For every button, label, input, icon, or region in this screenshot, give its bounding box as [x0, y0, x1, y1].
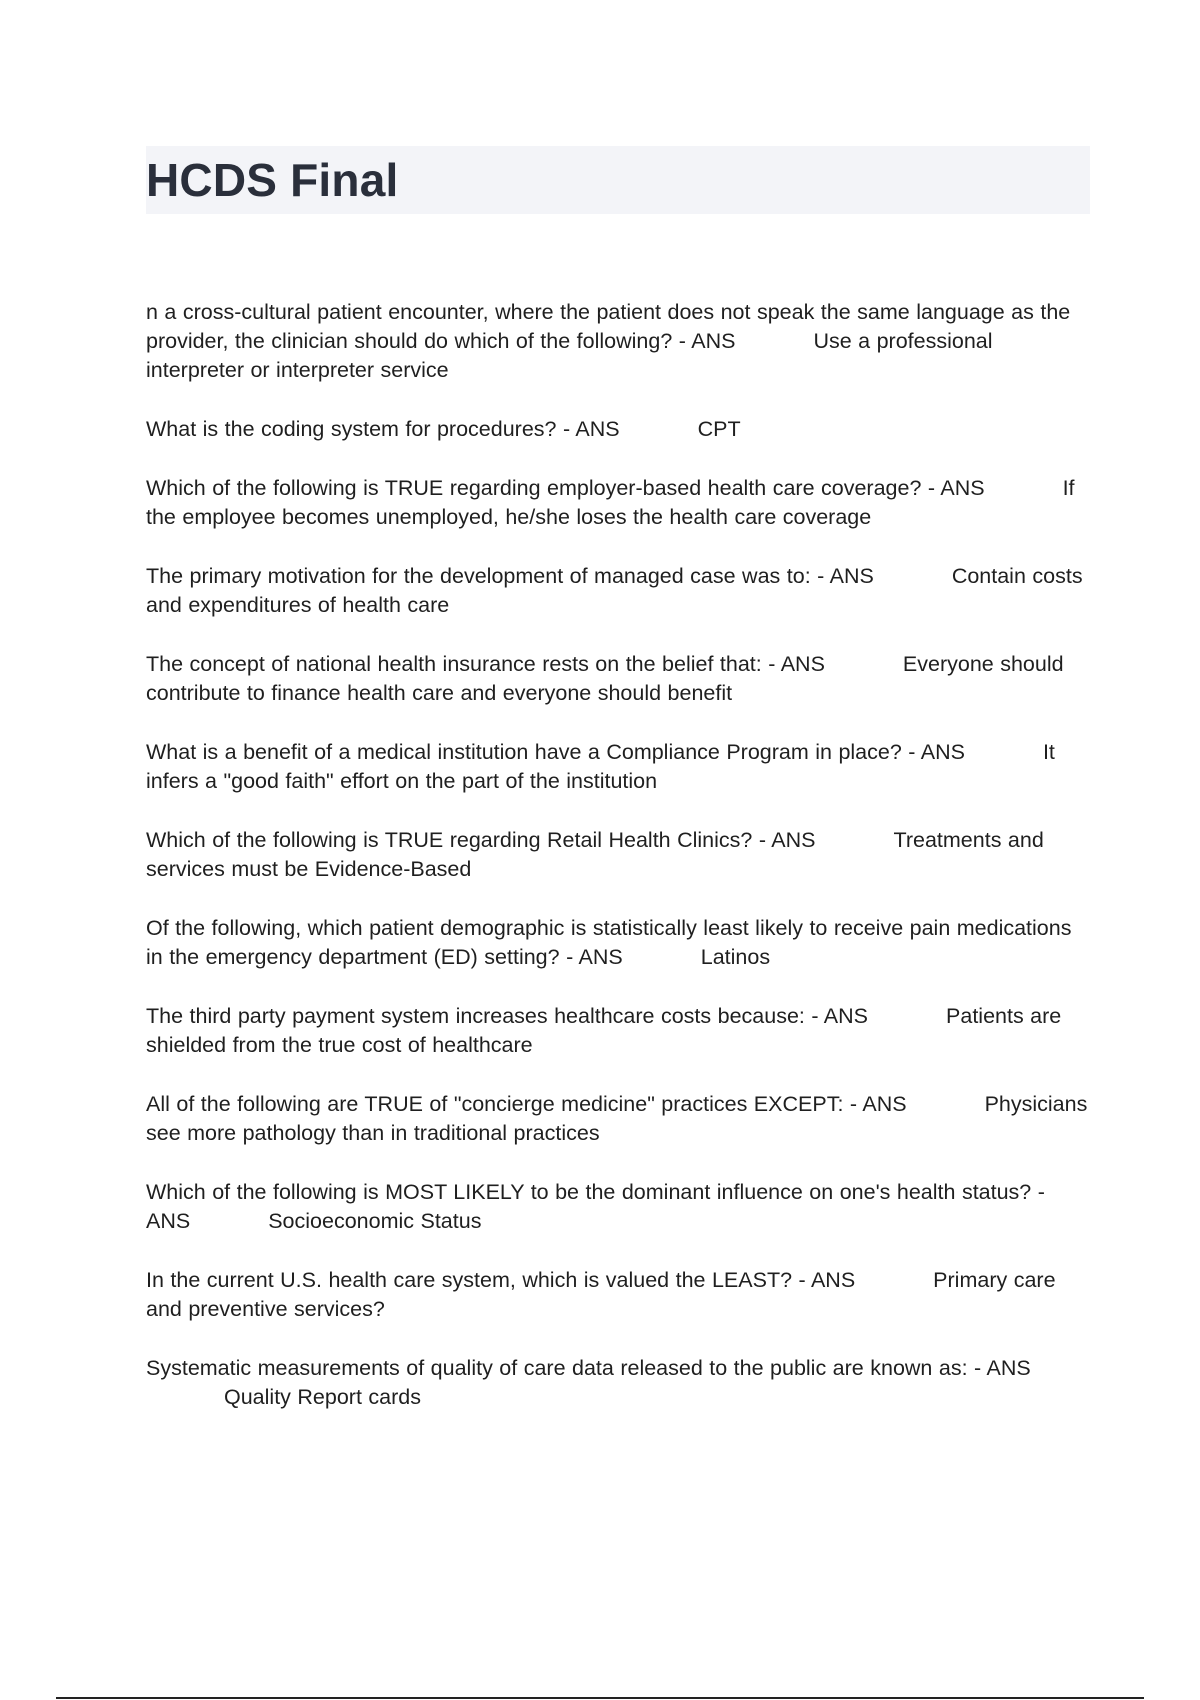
answer-text: Everyone should contribute to finance health care and everyone should benefit: [146, 652, 1064, 705]
question-text: Which of the following is TRUE regarding Retail Health Clinics?: [146, 828, 753, 852]
ans-marker: - ANS: [798, 1268, 856, 1292]
qa-item: [146, 1354, 1090, 1412]
question-text: What is the coding system for procedures?: [146, 417, 557, 441]
ans-marker: - ANS: [849, 1092, 907, 1116]
page-title: HCDS Final: [146, 154, 399, 206]
footer-rule: [56, 1697, 1144, 1699]
answer-text: Treatments and services must be Evidence-Based: [146, 828, 1044, 881]
question-text: n a cross-cultural patient encounter, where the patient does not speak the same language as the provider, the clinician should do which of the following?: [146, 300, 1071, 353]
qa-item: [146, 738, 1090, 796]
answer-text: Socioeconomic Status: [268, 1209, 482, 1233]
qa-item: [146, 415, 1090, 444]
ans-marker: - ANS: [566, 945, 623, 969]
question-text: Of the following, which patient demographic is statistically least likely to receive pain medications in the emergency department (ED) setting?: [146, 916, 1072, 969]
question-text: The primary motivation for the development of managed case was to:: [146, 564, 811, 588]
question-text: Systematic measurements of quality of care data released to the public are known as:: [146, 1356, 968, 1380]
answer-text: Quality Report cards: [224, 1385, 421, 1409]
question-text: In the current U.S. health care system, which is valued the LEAST?: [146, 1268, 793, 1292]
ans-marker: - ANS: [817, 564, 874, 588]
qa-item: [146, 1090, 1090, 1148]
qa-item: [146, 826, 1090, 884]
ans-marker: - ANS: [974, 1356, 1031, 1380]
ans-marker: - ANS: [768, 652, 825, 676]
question-text: What is a benefit of a medical institution have a Compliance Program in place?: [146, 740, 902, 764]
qa-item: [146, 650, 1090, 708]
qa-item: [146, 1178, 1090, 1236]
qa-item: [146, 1002, 1090, 1060]
ans-marker: - ANS: [678, 329, 736, 353]
ans-marker: - ANS: [811, 1004, 869, 1028]
question-text: The third party payment system increases healthcare costs because:: [146, 1004, 805, 1028]
ans-marker: - ANS: [758, 828, 816, 852]
answer-text: Primary care and preventive services?: [146, 1268, 1056, 1321]
question-text: Which of the following is TRUE regarding employer-based health care coverage?: [146, 476, 922, 500]
ans-marker: - ANS: [562, 417, 620, 441]
ans-marker: - ANS: [146, 1180, 1045, 1233]
question-text: All of the following are TRUE of "concierge medicine" practices EXCEPT:: [146, 1092, 844, 1116]
answer-text: Use a professional interpreter or interpreter service: [146, 329, 993, 382]
qa-item: [146, 298, 1090, 385]
qa-item: [146, 914, 1090, 972]
qa-item: [146, 1266, 1090, 1324]
question-text: The concept of national health insurance rests on the belief that:: [146, 652, 762, 676]
answer-text: Latinos: [700, 945, 771, 969]
qa-item: [146, 474, 1090, 532]
qa-list: [146, 298, 1090, 1442]
ans-marker: - ANS: [927, 476, 985, 500]
ans-marker: - ANS: [908, 740, 965, 764]
answer-text: If the employee becomes unemployed, he/she loses the health care coverage: [146, 476, 1075, 529]
answer-text: CPT: [697, 417, 741, 441]
answer-text: Patients are shielded from the true cost of healthcare: [146, 1004, 1062, 1057]
answer-text: It infers a "good faith" effort on the part of the institution: [146, 740, 1055, 793]
question-text: Which of the following is MOST LIKELY to be the dominant influence on one's health status?: [146, 1180, 1032, 1204]
answer-text: Physicians see more pathology than in traditional practices: [146, 1092, 1088, 1145]
qa-item: [146, 562, 1090, 620]
answer-text: Contain costs and expenditures of health care: [146, 564, 1083, 617]
